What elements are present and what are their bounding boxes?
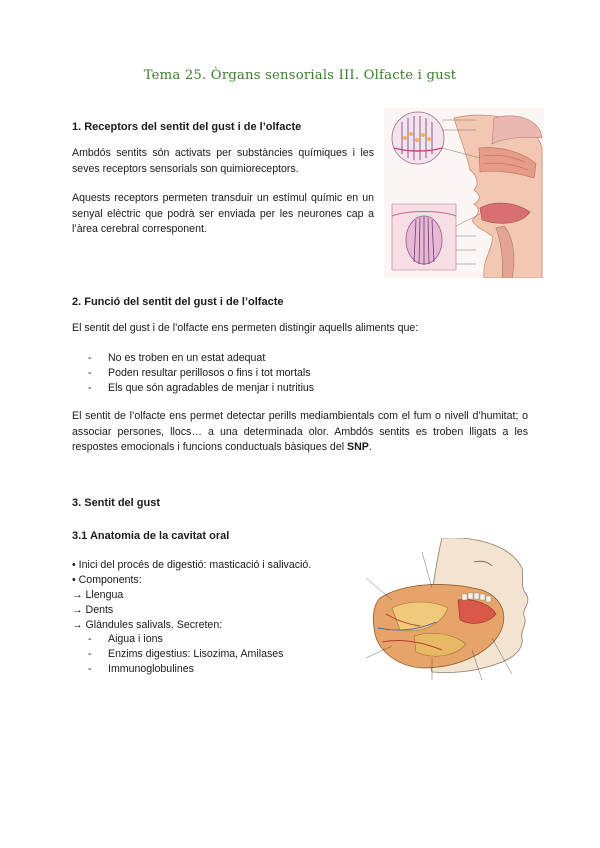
list-item: - Poden resultar perillosos o fins i tot mortals	[88, 367, 311, 379]
arrow-line: → Glàndules salivals. Secreten:	[72, 619, 223, 631]
bullet-line: • Inici del procés de digestió: masticació i salivació.	[72, 559, 312, 571]
section1-paragraph-1: Ambdós sentits són activats per substàncies químiques i les seves receptors sensorials son quimioreceptors.	[72, 147, 374, 175]
section3-heading: 3. Sentit del gust	[72, 497, 161, 509]
olfaction-taste-anatomy-figure	[384, 108, 544, 278]
list-item: - Aigua i ions	[88, 633, 163, 645]
list-item: - Enzims digestius: Lisozima, Amilases	[88, 648, 284, 660]
section1-paragraph-2: Aquests receptors permeten transduir un estímul químic en un senyal elèctric que podrà ser enviada per les neurones cap a l’àrea cerebral corresponent.	[72, 192, 374, 236]
list-item: - Els que són agradables de menjar i nutritius	[88, 382, 315, 394]
section2-paragraph: El sentit de l’olfacte ens permet detectar perills mediambientals com el fum o nivell d’humitat; o associar persones, llocs… a una determinada olor. Ambdós sentits es troben lligats a les respostes emocionals i funcions conductuals bàsiques del SNP.	[72, 410, 528, 454]
section2-intro: El sentit del gust i de l’olfacte ens permeten distingir aquells aliments que:	[72, 322, 419, 334]
bullet-line: • Components:	[72, 574, 142, 586]
section2-heading: 2. Funció del sentit del gust i de l’olfacte	[72, 296, 284, 308]
arrow-line: → Llengua	[72, 589, 124, 601]
section3-subheading: 3.1 Anatomia de la cavitat oral	[72, 530, 230, 542]
snp-bold-term: SNP	[347, 441, 369, 454]
oral-cavity-anatomy-figure	[362, 538, 532, 686]
list-item: - No es troben en un estat adequat	[88, 352, 266, 364]
olfactory-epithelium-inset	[392, 112, 444, 164]
list-item: - Immunoglobulines	[88, 663, 194, 675]
page-title: Tema 25. Òrgans sensorials III. Olfacte i gust	[143, 68, 457, 83]
arrow-line: → Dents	[72, 604, 114, 616]
section1-heading: 1. Receptors del sentit del gust i de l’olfacte	[72, 121, 302, 133]
